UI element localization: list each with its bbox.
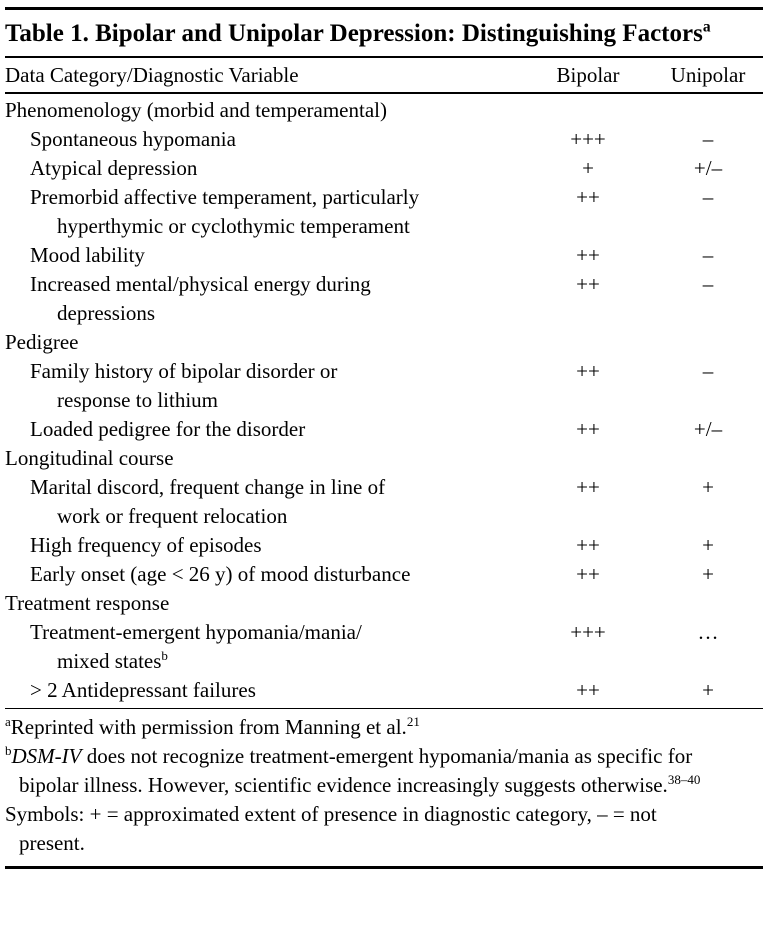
footnote-text: Reprinted with permission from Manning et al. [10,715,407,739]
column-header-unipolar: Unipolar [670,63,746,87]
row-label-line1: Marital discord, frequent change in line of [30,474,386,499]
row-label-line2: response to lithium [57,387,218,412]
row-label-line1: Family history of bipolar disorder or [30,358,338,383]
variable-row [5,676,763,705]
variable-row [5,531,763,560]
variable-row [5,125,763,154]
variable-row [5,270,763,328]
variable-row [5,154,763,183]
category-row [5,96,763,125]
unipolar-value: + [702,532,714,557]
unipolar-value: + [702,474,714,499]
row-label-line1: Treatment-emergent hypomania/mania/ [30,619,362,644]
footnote-marker: a [5,714,11,729]
variable-row [5,560,763,589]
footnote [5,742,717,800]
row-label [5,676,523,705]
footnote-text: does not recognize treatment-emergent hypomania/mania as specific for bipolar illness. However, scientific evidence increasingly suggests otherwise. [19,744,693,797]
row-label [5,589,763,618]
row-label [5,270,523,328]
variable-row [5,241,763,270]
row-label-line2: depressions [57,300,155,325]
row-label [5,415,523,444]
row-label-line1: Phenomenology (morbid and temperamental) [5,97,387,122]
category-row [5,589,763,618]
variable-row [5,473,763,531]
bipolar-value: +++ [570,126,606,151]
bipolar-value: ++ [576,184,600,209]
row-label [5,154,523,183]
row-label [5,444,763,473]
table-body [5,94,763,708]
footnote-text: Symbols: + = approximated extent of presence in diagnostic category, – = not present. [5,802,657,855]
row-label-line1: Spontaneous hypomania [30,126,236,151]
row-label-line1: Mood lability [30,242,145,267]
row-label-line2: work or frequent relocation [57,503,288,528]
footnote-reference-marker: 38–40 [667,772,701,787]
column-header-row [5,58,763,92]
table-title-footnote-marker: a [702,18,711,36]
bipolar-value: ++ [576,242,600,267]
footnotes [5,709,717,866]
row-label-line2: mixed states$^b$ [57,647,168,673]
row-label-line1: Pedigree [5,329,79,354]
category-row [5,444,763,473]
row-label-line2: hyperthymic or cyclothymic temperament [57,213,410,238]
row-label-line1: Early onset (age < 26 y) of mood disturbance [30,561,411,586]
row-label-line1: Loaded pedigree for the disorder [30,416,306,441]
row-label [5,531,523,560]
bipolar-value: ++ [576,532,600,557]
row-label-line1: Premorbid affective temperament, particularly [30,184,420,209]
row-label [5,328,763,357]
unipolar-value: + [702,561,714,586]
bipolar-value: ++ [576,358,600,383]
row-label [5,241,523,270]
unipolar-value: – [702,271,714,296]
table-title-text: Table 1. Bipolar and Unipolar Depression: Distinguishing Factors [5,20,703,47]
row-label-line1: > 2 Antidepressant failures [30,677,256,702]
row-label [5,96,763,125]
footnote [5,713,717,742]
row-label [5,560,523,589]
unipolar-value: – [702,184,714,209]
bipolar-value: ++ [576,677,600,702]
table-1-figure [0,7,768,926]
category-row [5,328,763,357]
row-label [5,618,523,676]
row-label [5,473,523,531]
bipolar-value: ++ [576,561,600,586]
table-title [5,10,745,56]
footnote-marker: b [161,647,168,663]
row-label-line1: Longitudinal course [5,445,174,470]
row-label-line1: Increased mental/physical energy during [30,271,371,296]
row-label-line1: High frequency of episodes [30,532,262,557]
bipolar-value: ++ [576,271,600,296]
footnote-marker: b [5,743,12,758]
variable-row [5,618,763,676]
unipolar-value: … [697,619,719,644]
bipolar-value: ++ [576,416,600,441]
unipolar-value: – [702,242,714,267]
variable-row [5,415,763,444]
row-label [5,183,523,241]
row-label-line1: Atypical depression [30,155,198,180]
unipolar-value: – [702,126,714,151]
column-header-variable: Data Category/Diagnostic Variable [5,63,299,87]
variable-row [5,183,763,241]
row-label [5,357,523,415]
variable-row [5,357,763,415]
row-label-line1: Treatment response [5,590,170,615]
bipolar-value: + [582,155,594,180]
row-label [5,125,523,154]
unipolar-value: +/– [693,155,723,180]
unipolar-value: +/– [693,416,723,441]
bipolar-value: +++ [570,619,606,644]
column-header-bipolar: Bipolar [556,63,620,87]
bottom-rule [5,866,763,869]
footnote [5,800,717,858]
unipolar-value: + [702,677,714,702]
footnote-reference-marker: 21 [406,714,420,729]
unipolar-value: – [702,358,714,383]
bipolar-value: ++ [576,474,600,499]
footnote-italic-text: DSM-IV [11,744,82,768]
